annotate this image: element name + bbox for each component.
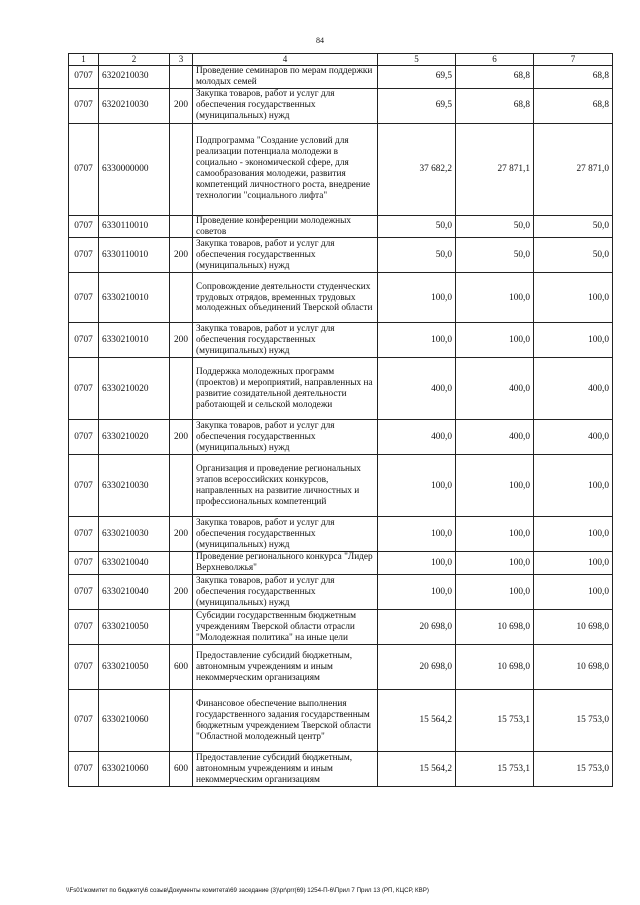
section-cell: 0707 — [69, 215, 99, 238]
amount-col5-cell: 50,0 — [378, 215, 456, 238]
expense-type-cell — [170, 123, 193, 215]
amount-col6-cell: 27 871,1 — [456, 123, 534, 215]
table-row — [69, 65, 613, 88]
amount-col5-cell: 100,0 — [378, 455, 456, 517]
section-cell: 0707 — [69, 123, 99, 215]
amount-col7-cell: 27 871,0 — [534, 123, 613, 215]
amount-col7-cell: 10 698,0 — [534, 610, 613, 645]
amount-col6-cell: 100,0 — [456, 455, 534, 517]
target-code-cell: 6330110010 — [99, 238, 170, 273]
expense-type-cell: 200 — [170, 323, 193, 358]
section-cell: 0707 — [69, 273, 99, 323]
table-row — [69, 323, 613, 358]
table-row — [69, 575, 613, 610]
amount-col5-cell: 100,0 — [378, 517, 456, 552]
amount-col7-cell: 50,0 — [534, 215, 613, 238]
amount-col5-cell: 20 698,0 — [378, 610, 456, 645]
target-code-cell: 6330210060 — [99, 752, 170, 787]
amount-col6-cell: 100,0 — [456, 517, 534, 552]
expense-type-cell: 200 — [170, 238, 193, 273]
expense-type-cell: 200 — [170, 420, 193, 455]
table-row — [69, 215, 613, 238]
amount-col6-cell: 50,0 — [456, 215, 534, 238]
amount-col7-cell: 15 753,0 — [534, 752, 613, 787]
item-name-cell: Субсидии государственным бюджетным учреждениям Тверской области отрасли "Молодежная политика" на иные цели — [193, 610, 378, 645]
item-name-cell: Закупка товаров, работ и услуг для обеспечения государственных (муниципальных) нужд — [193, 238, 378, 273]
amount-col5-cell: 100,0 — [378, 323, 456, 358]
amount-col5-cell: 400,0 — [378, 420, 456, 455]
item-name-cell: Закупка товаров, работ и услуг для обеспечения государственных (муниципальных) нужд — [193, 517, 378, 552]
table-row — [69, 645, 613, 690]
amount-col6-cell: 100,0 — [456, 323, 534, 358]
amount-col6-cell: 100,0 — [456, 575, 534, 610]
section-cell: 0707 — [69, 65, 99, 88]
amount-col5-cell: 400,0 — [378, 358, 456, 420]
target-code-cell: 6330210060 — [99, 690, 170, 752]
amount-col7-cell: 68,8 — [534, 65, 613, 88]
amount-col7-cell: 100,0 — [534, 517, 613, 552]
item-name-cell: Закупка товаров, работ и услуг для обеспечения государственных (муниципальных) нужд — [193, 323, 378, 358]
section-cell: 0707 — [69, 455, 99, 517]
amount-col7-cell: 68,8 — [534, 88, 613, 123]
target-code-cell: 6320210030 — [99, 88, 170, 123]
expense-type-cell — [170, 455, 193, 517]
expense-type-cell: 200 — [170, 517, 193, 552]
amount-col7-cell: 100,0 — [534, 455, 613, 517]
footer-file-path: \\Fs01\комитет по бюджету\6 созыв\Документы комитета\69 заседание (3)\pr\prr(69) 1254-П-6\Прил 7 Прил 13 (РП, КЦСР, КВР) — [66, 887, 429, 894]
expense-type-cell: 600 — [170, 752, 193, 787]
page-number: 84 — [316, 36, 324, 45]
section-cell: 0707 — [69, 575, 99, 610]
item-name-cell: Организация и проведение региональных этапов всероссийских конкурсов, направленных на развитие личностных и профессиональных компетенций — [193, 455, 378, 517]
expense-type-cell: 600 — [170, 645, 193, 690]
amount-col6-cell: 15 753,1 — [456, 690, 534, 752]
table-row — [69, 358, 613, 420]
amount-col6-cell: 400,0 — [456, 358, 534, 420]
item-name-cell: Предоставление субсидий бюджетным, автономным учреждениям и иным некоммерческим организациям — [193, 645, 378, 690]
expense-type-cell — [170, 215, 193, 238]
expense-type-cell: 200 — [170, 575, 193, 610]
amount-col7-cell: 50,0 — [534, 238, 613, 273]
section-cell: 0707 — [69, 517, 99, 552]
section-cell: 0707 — [69, 752, 99, 787]
amount-col5-cell: 100,0 — [378, 575, 456, 610]
item-name-cell: Закупка товаров, работ и услуг для обеспечения государственных (муниципальных) нужд — [193, 88, 378, 123]
table-row — [69, 752, 613, 787]
target-code-cell: 6330210020 — [99, 420, 170, 455]
expense-type-cell: 200 — [170, 88, 193, 123]
item-name-cell: Проведение регионального конкурса "Лидер Верхневолжья" — [193, 552, 378, 575]
item-name-cell: Закупка товаров, работ и услуг для обеспечения государственных (муниципальных) нужд — [193, 575, 378, 610]
budget-table — [68, 53, 613, 787]
item-name-cell: Закупка товаров, работ и услуг для обеспечения государственных (муниципальных) нужд — [193, 420, 378, 455]
header-cell: 2 — [99, 54, 170, 66]
amount-col7-cell: 400,0 — [534, 358, 613, 420]
table-row — [69, 273, 613, 323]
header-cell: 4 — [193, 54, 378, 66]
target-code-cell: 6330210030 — [99, 455, 170, 517]
section-cell: 0707 — [69, 645, 99, 690]
table-row — [69, 517, 613, 552]
table-row — [69, 123, 613, 215]
table-row — [69, 455, 613, 517]
expense-type-cell — [170, 358, 193, 420]
item-name-cell: Проведение семинаров по мерам поддержки молодых семей — [193, 65, 378, 88]
expense-type-cell — [170, 610, 193, 645]
section-cell: 0707 — [69, 552, 99, 575]
section-cell: 0707 — [69, 358, 99, 420]
amount-col5-cell: 100,0 — [378, 552, 456, 575]
target-code-cell: 6330210040 — [99, 575, 170, 610]
expense-type-cell — [170, 65, 193, 88]
amount-col6-cell: 100,0 — [456, 552, 534, 575]
amount-col7-cell: 15 753,0 — [534, 690, 613, 752]
header-cell: 3 — [170, 54, 193, 66]
item-name-cell: Подпрограмма "Создание условий для реализации потенциала молодежи в социально - экономической сфере, для самообразования молодежи, развития компетенций личностного роста, внедрение технологии "социального лифта" — [193, 123, 378, 215]
amount-col6-cell: 68,8 — [456, 65, 534, 88]
target-code-cell: 6330210010 — [99, 323, 170, 358]
amount-col7-cell: 10 698,0 — [534, 645, 613, 690]
section-cell: 0707 — [69, 323, 99, 358]
amount-col7-cell: 100,0 — [534, 273, 613, 323]
header-cell: 5 — [378, 54, 456, 66]
table-row — [69, 420, 613, 455]
item-name-cell: Поддержка молодежных программ (проектов) и мероприятий, направленных на развитие созидательной деятельности работающей и сельской молодежи — [193, 358, 378, 420]
target-code-cell: 6330210040 — [99, 552, 170, 575]
amount-col5-cell: 15 564,2 — [378, 752, 456, 787]
amount-col5-cell: 15 564,2 — [378, 690, 456, 752]
item-name-cell: Финансовое обеспечение выполнения государственного задания государственным бюджетным учреждением Тверской области "Областной молодежный центр" — [193, 690, 378, 752]
target-code-cell: 6330210050 — [99, 645, 170, 690]
section-cell: 0707 — [69, 610, 99, 645]
section-cell: 0707 — [69, 238, 99, 273]
expense-type-cell — [170, 690, 193, 752]
table-body — [69, 65, 613, 787]
section-cell: 0707 — [69, 88, 99, 123]
amount-col5-cell: 50,0 — [378, 238, 456, 273]
item-name-cell: Сопровождение деятельности студенческих трудовых отрядов, временных трудовых молодежных объединений Тверской области — [193, 273, 378, 323]
amount-col7-cell: 100,0 — [534, 575, 613, 610]
header-cell: 1 — [69, 54, 99, 66]
amount-col7-cell: 100,0 — [534, 323, 613, 358]
amount-col5-cell: 69,5 — [378, 88, 456, 123]
table-row — [69, 552, 613, 575]
amount-col6-cell: 15 753,1 — [456, 752, 534, 787]
header-cell: 6 — [456, 54, 534, 66]
header-cell: 7 — [534, 54, 613, 66]
table-row — [69, 610, 613, 645]
amount-col6-cell: 50,0 — [456, 238, 534, 273]
item-name-cell: Проведение конференции молодежных советов — [193, 215, 378, 238]
target-code-cell: 6330000000 — [99, 123, 170, 215]
amount-col6-cell: 400,0 — [456, 420, 534, 455]
amount-col5-cell: 37 682,2 — [378, 123, 456, 215]
amount-col5-cell: 100,0 — [378, 273, 456, 323]
amount-col6-cell: 10 698,0 — [456, 610, 534, 645]
target-code-cell: 6330210050 — [99, 610, 170, 645]
target-code-cell: 6330110010 — [99, 215, 170, 238]
amount-col6-cell: 68,8 — [456, 88, 534, 123]
amount-col6-cell: 10 698,0 — [456, 645, 534, 690]
target-code-cell: 6330210030 — [99, 517, 170, 552]
section-cell: 0707 — [69, 690, 99, 752]
amount-col7-cell: 100,0 — [534, 552, 613, 575]
table-header-row — [69, 54, 613, 66]
item-name-cell: Предоставление субсидий бюджетным, автономным учреждениям и иным некоммерческим организациям — [193, 752, 378, 787]
table-row — [69, 238, 613, 273]
amount-col5-cell: 20 698,0 — [378, 645, 456, 690]
target-code-cell: 6330210020 — [99, 358, 170, 420]
target-code-cell: 6320210030 — [99, 65, 170, 88]
amount-col7-cell: 400,0 — [534, 420, 613, 455]
expense-type-cell — [170, 273, 193, 323]
section-cell: 0707 — [69, 420, 99, 455]
table-row — [69, 88, 613, 123]
amount-col6-cell: 100,0 — [456, 273, 534, 323]
target-code-cell: 6330210010 — [99, 273, 170, 323]
expense-type-cell — [170, 552, 193, 575]
table-row — [69, 690, 613, 752]
amount-col5-cell: 69,5 — [378, 65, 456, 88]
